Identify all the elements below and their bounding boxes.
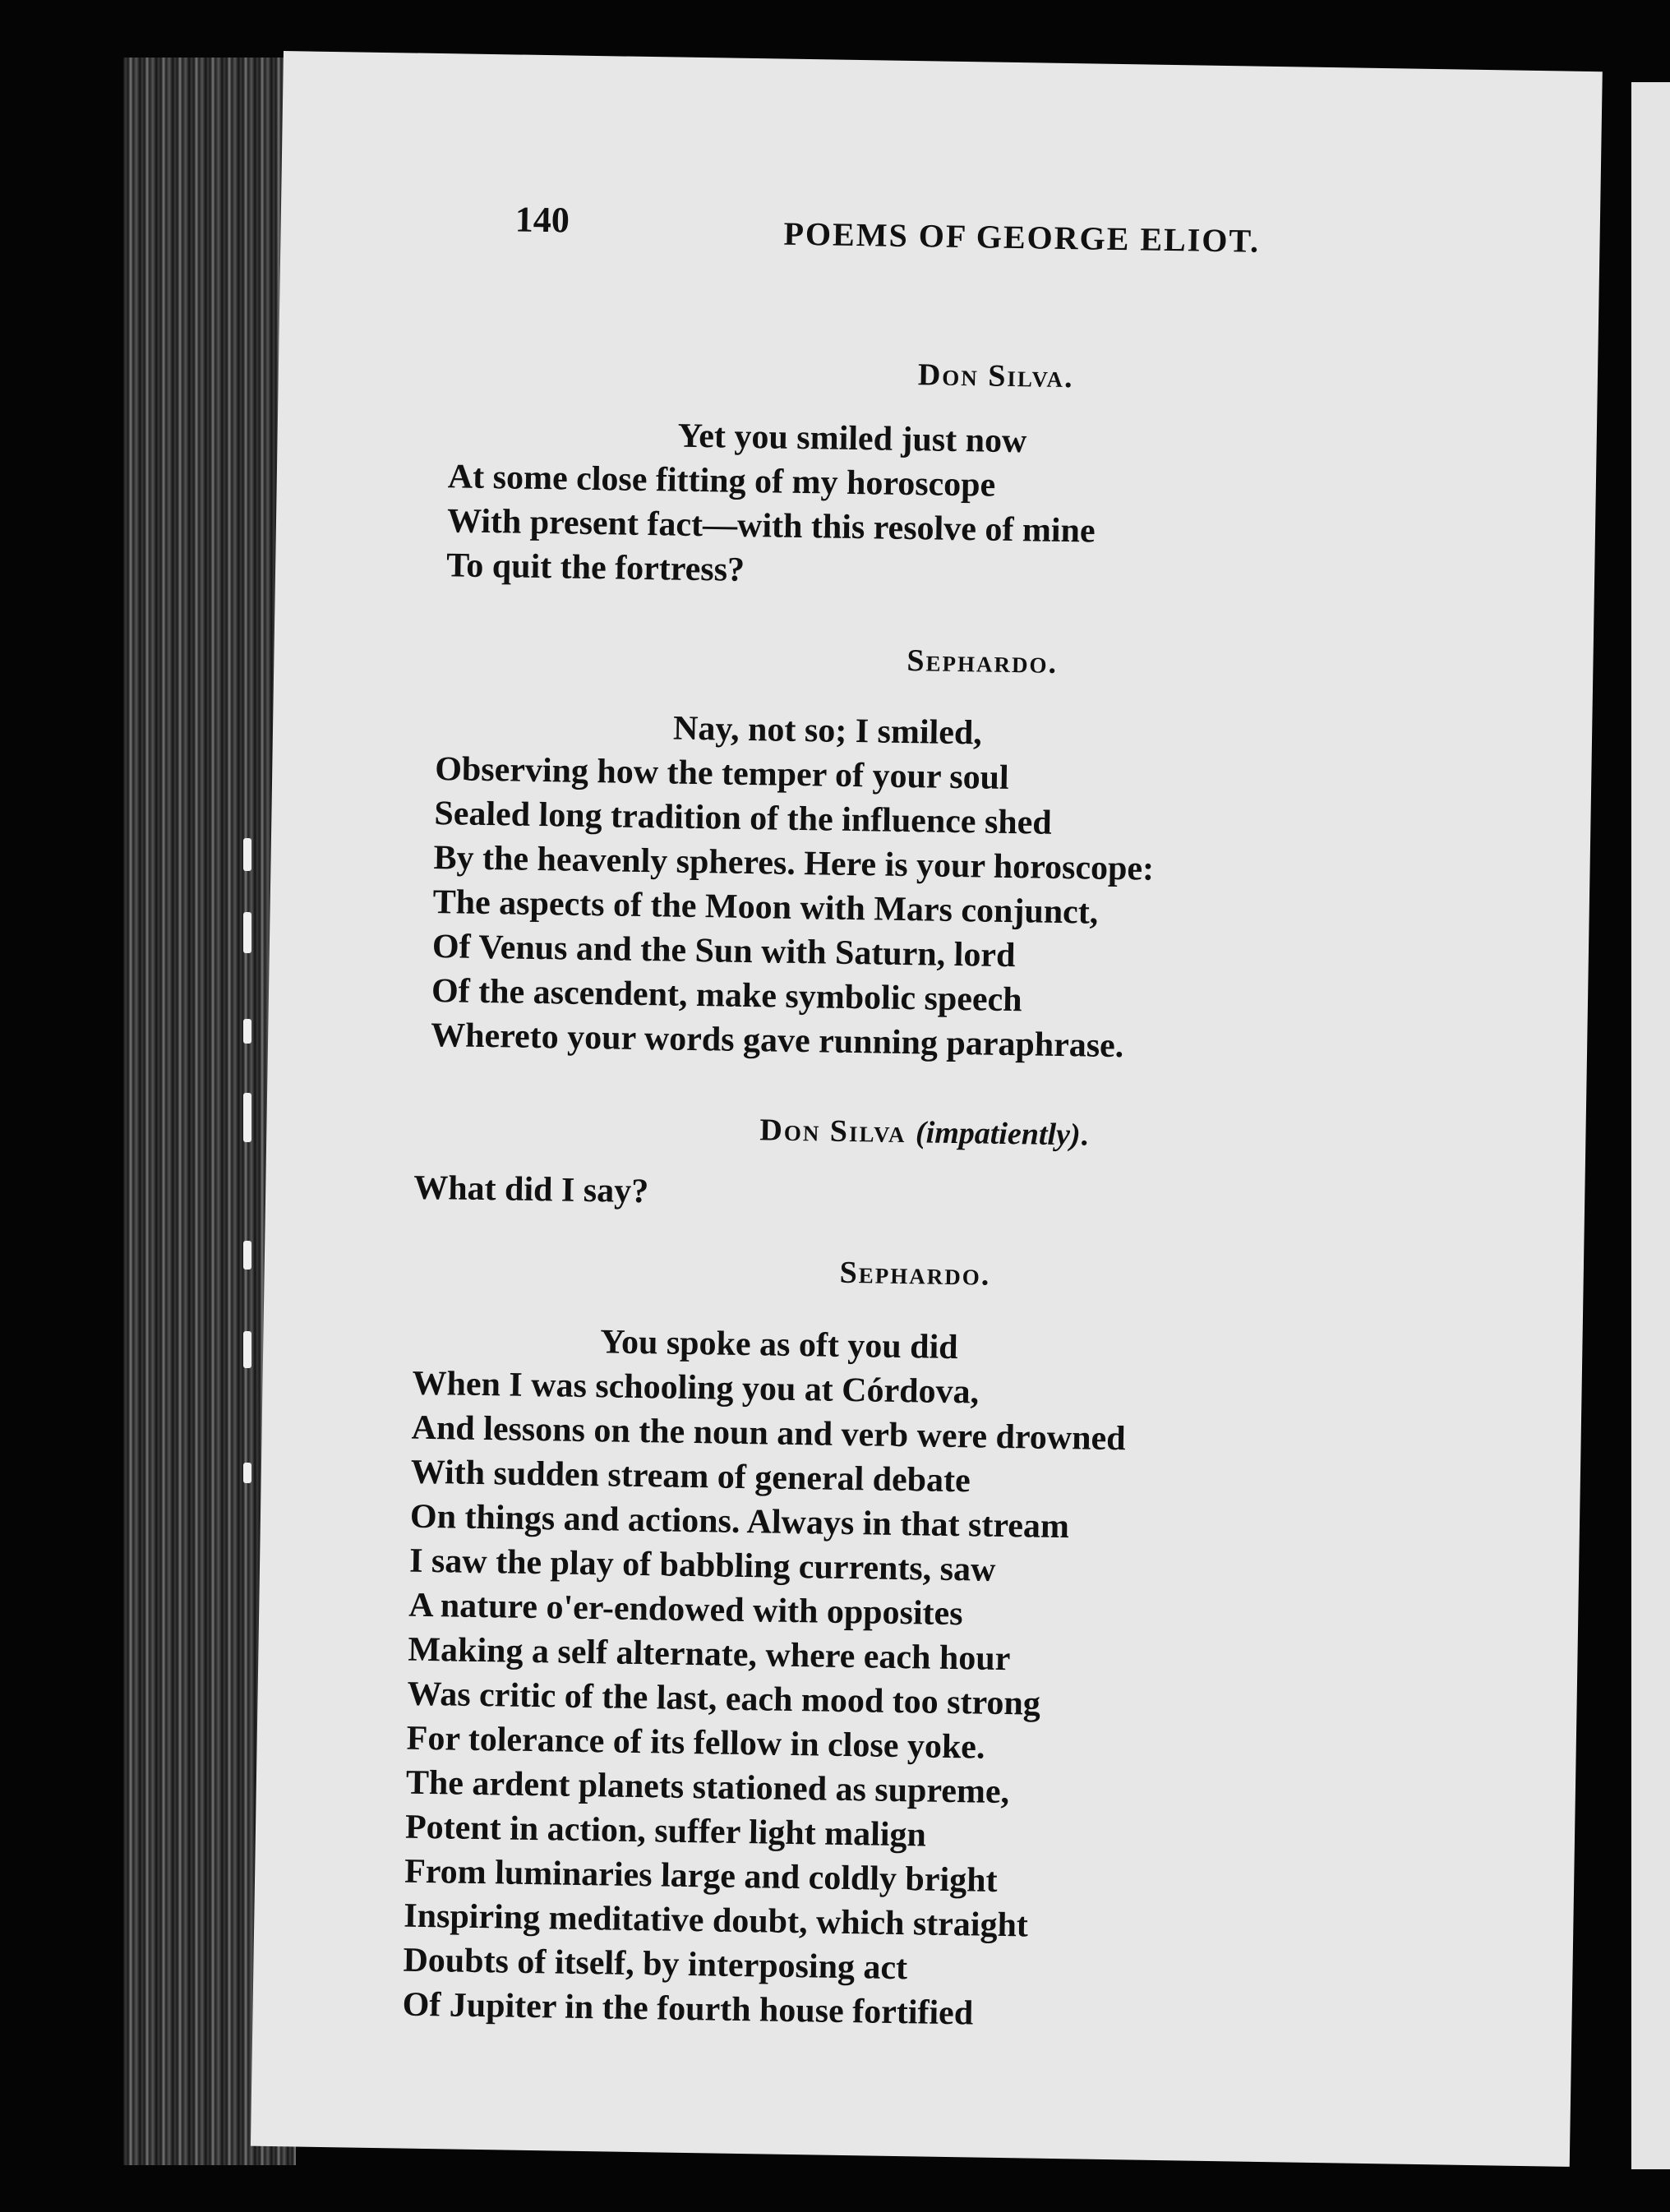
verse-block [265,1164,1585,1228]
verse-line: Potent in action, suffer light malign [404,1808,927,1855]
verse-block [252,1315,1582,2045]
edge-tab-marks [238,822,263,1561]
speaker-line [759,1112,1586,1161]
verse-line: You spoke as oft you did [600,1323,958,1367]
verse-line: To quit the fortress? [445,546,745,589]
verse-line: Observing how the temper of your soul [434,750,1010,797]
edge-mark [243,1019,251,1044]
poem-body [252,347,1598,2045]
speaker-punctuation: . [1080,1118,1091,1153]
verse-line: Doubts of itself, by interposing act [403,1941,908,1988]
verse-line: By the heavenly spheres. Here is your horoscope: [433,838,1155,888]
verse-line: What did I say? [413,1168,649,1211]
edge-mark [243,1093,251,1142]
verse-block [268,700,1593,1076]
verse-line: Making a self alternate, where each hour [408,1630,1011,1679]
verse-line: Of Venus and the Sun with Saturn, lord [431,927,1016,975]
verse-line: Nay, not so; I smiled, [672,709,983,753]
speaker-name: Sephardo. [839,1255,991,1293]
page-header [280,195,1600,289]
verse-line: When I was schooling you at Córdova, [412,1364,980,1412]
verse-line: Of the ascendent, make symbolic speech [431,971,1022,1020]
page-number: 140 [514,199,570,241]
verse-line: With sudden stream of general debate [410,1453,971,1500]
verse-line: And lessons on the noun and verb were drowned [411,1408,1126,1459]
next-page-edge [1631,82,1670,2169]
speaker-name: Don Silva. [917,357,1074,395]
verse-line: At some close fitting of my horoscope [447,458,996,505]
running-head: POEMS OF GEORGE ELIOT. [783,214,1261,260]
speaker-name: Don Silva [759,1113,907,1150]
verse-line: A nature o'er-endowed with opposites [408,1586,963,1634]
edge-mark [243,838,251,871]
book-page [251,51,1603,2167]
verse-block [275,408,1597,606]
edge-mark [243,912,251,953]
verse-line: On things and actions. Always in that stream [409,1497,1070,1546]
verse-line: Yet you smiled just now [677,417,1027,461]
verse-line: Was critic of the last, each mood too strong [407,1675,1041,1723]
verse-line: Sealed long tradition of the influence shed [434,794,1053,842]
verse-line: The aspects of the Moon with Mars conjunct, [432,882,1099,932]
verse-line: Of Jupiter in the fourth house fortified [402,1985,974,2033]
verse-line: The ardent planets stationed as supreme, [405,1763,1010,1812]
stage-direction: (impatiently) [915,1115,1081,1153]
edge-mark [243,1241,251,1270]
verse-line: For tolerance of its fellow in close yoke. [406,1719,985,1767]
verse-line: I saw the play of babbling currents, saw [408,1541,996,1589]
edge-mark [243,1463,251,1483]
verse-line: With present fact—with this resolve of mine [446,502,1096,551]
verse-line: Whereto your words gave running paraphrase. [430,1016,1124,1066]
edge-mark [243,1331,251,1368]
verse-line: Inspiring meditative doubt, which straight [404,1896,1029,1945]
verse-line: From luminaries large and coldly bright [404,1852,998,1900]
speaker-name: Sephardo. [907,643,1059,680]
